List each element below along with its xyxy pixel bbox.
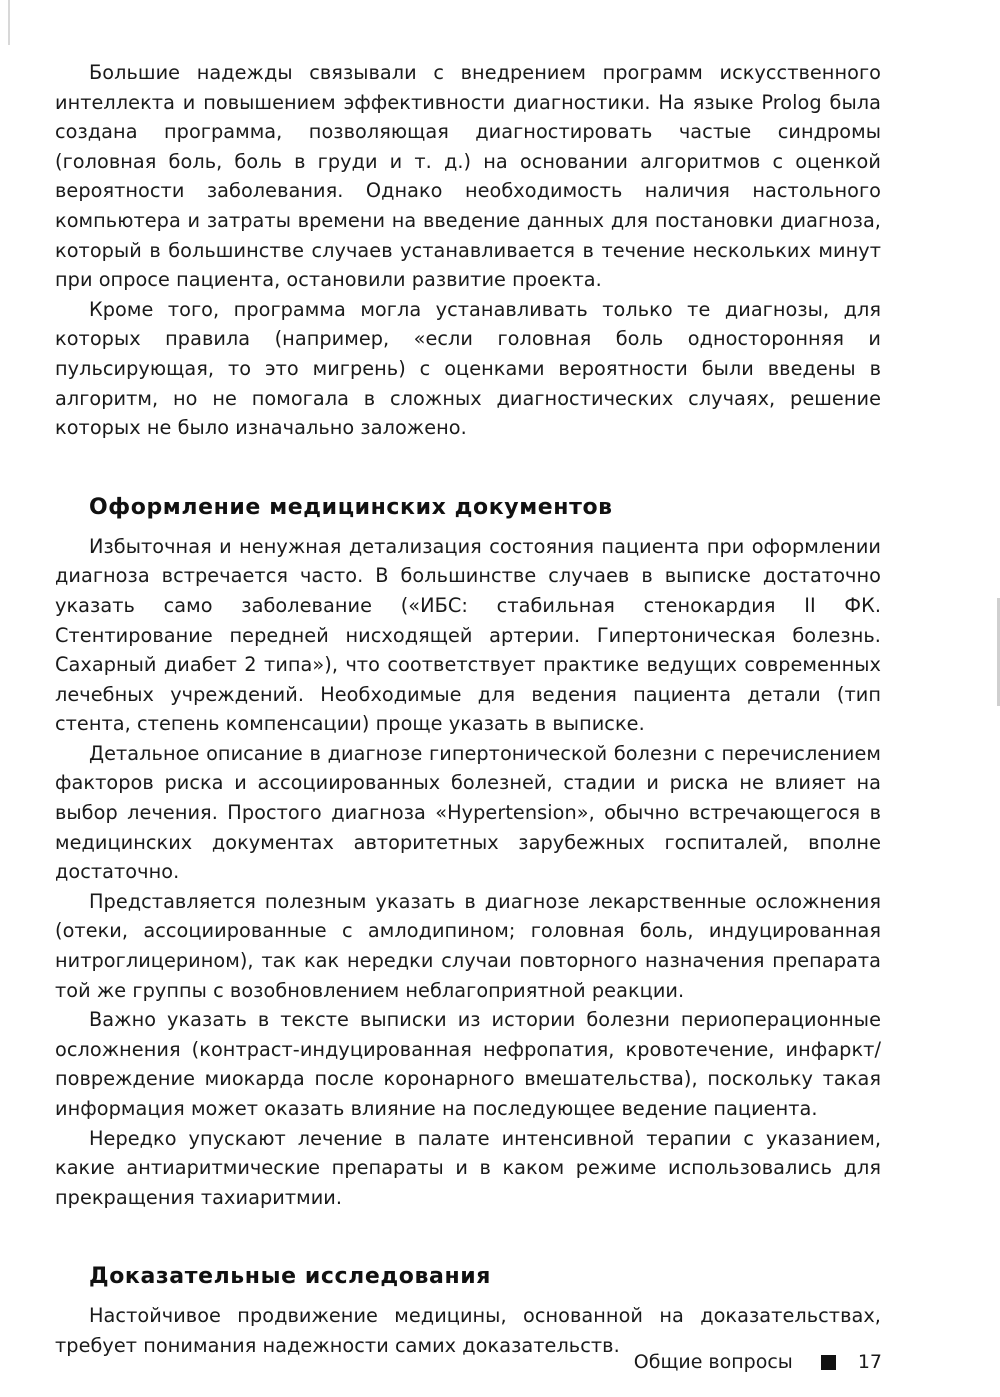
paragraph: Нередко упускают лечение в палате интенсивной терапии с указанием, какие антиаритмические препараты и в каком режиме использовались для прекращения тахиаритмии. xyxy=(55,1126,881,1209)
running-footer-label: Общие вопросы xyxy=(633,1351,793,1373)
paragraph: Большие надежды связывали с внедрением программ искусственного интеллекта и повышением эффективности диагностики. На языке Prolog была создана программа, позволяющая диагностировать частые синдромы (головная боль, боль в груди и т. д.) на основании алгоритмов с оценкой вероятности заболевания. Однако необходимость наличия настольного компьютера и затраты времени на введение данных для постановки диагноза, который в большинстве случаев устанавливается в течение нескольких минут при опросе пациента, остановили развитие проекта. xyxy=(55,61,881,292)
section-heading: Доказательные исследования xyxy=(89,1264,492,1290)
square-bullet-icon xyxy=(821,1355,836,1370)
page-footer xyxy=(634,1347,882,1377)
paragraph: Настойчивое продвижение медицины, основанной на доказательствах, требует понимания надежности самих доказательств. xyxy=(55,1304,881,1357)
page-number: 17 xyxy=(857,1351,882,1373)
paragraph: Кроме того, программа могла устанавливать только те диагнозы, для которых правила (например, «если головная боль односторонняя и пульсирующая, то это мигрень) с оценками вероятности были введены в алгоритм, но не помогала в сложных диагностических случаях, решение которых не было изначально заложено. xyxy=(55,297,881,440)
page-content xyxy=(55,58,881,1361)
paragraph: Избыточная и ненужная детализация состояния пациента при оформлении диагноза встречается часто. В большинстве случаев в выписке достаточно указать само заболевание («ИБС: стабильная стенокардия II ФК. Стентирование передней нисходящей артерии. Гипертоническая болезнь. Сахарный диабет 2 типа»), что соответствует практике ведущих современных лечебных учреждений. Необходимые для ведения пациента детали (тип стента, степень компенсации) проще указать в выписке. xyxy=(55,534,881,736)
scan-edge-left xyxy=(8,0,10,45)
paragraph: Детальное описание в диагнозе гипертонической болезни с перечислением факторов риска и ассоциированных болезней, стадии и риска не влияет на выбор лечения. Простого диагноза «Hypertension», обычно встречающегося в медицинских документах авторитетных зарубежных госпиталей, вполне достаточно. xyxy=(55,741,881,884)
paragraph: Представляется полезным указать в диагнозе лекарственные осложнения (отеки, ассоциированные с амлодипином; головная боль, индуцированная нитроглицерином), так как нередки случаи повторного назначения препарата той же группы с возобновлением неблагоприятной реакции. xyxy=(55,889,881,1002)
section-heading: Оформление медицинских документов xyxy=(89,494,613,520)
paragraph: Важно указать в тексте выписки из истории болезни периоперационные осложнения (контраст-индуцированная нефропатия, кровотечение, инфаркт/повреждение миокарда после коронарного вмешательства), поскольку такая информация может оказать влияние на последующее ведение пациента. xyxy=(55,1008,881,1120)
section-medical-documents xyxy=(55,493,881,1213)
section-ai-diagnostics xyxy=(55,58,881,443)
section-evidence-research xyxy=(55,1262,881,1360)
